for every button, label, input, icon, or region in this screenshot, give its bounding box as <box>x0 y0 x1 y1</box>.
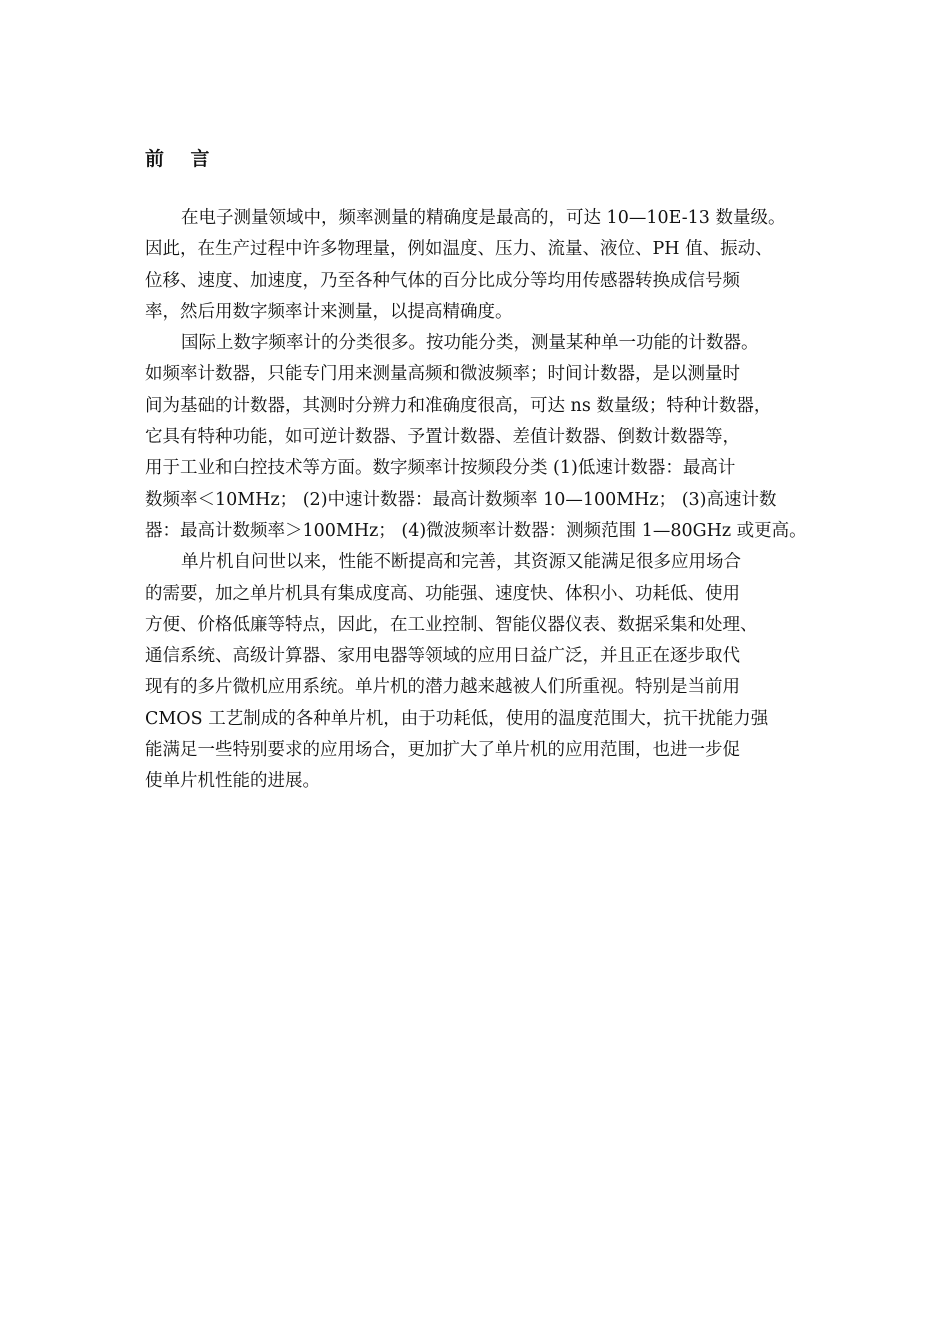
paragraph-line: 方便、价格低廉等特点，因此，在工业控制、智能仪器仪表、数据采集和处理、 <box>145 614 758 635</box>
paragraph-line: 使单片机性能的进展。 <box>145 771 320 792</box>
body-text <box>145 203 815 798</box>
paragraph-line: CMOS 工艺制成的各种单片机，由于功耗低，使用的温度范围大，抗干扰能力强 <box>145 708 769 729</box>
paragraph-line: 通信系统、高级计算器、家用电器等领域的应用日益广泛，并且正在逐步取代 <box>145 646 740 667</box>
paragraph-line: 在电子测量领域中，频率测量的精确度是最高的，可达 10—10E-13 数量级。 <box>181 208 786 228</box>
paragraph-line: 如频率计数器，只能专门用来测量高频和微波频率；时间计数器，是以测量时 <box>145 364 740 385</box>
paragraph-line: 间为基础的计数器，其测时分辨力和准确度很高，可达 ns 数量级；特种计数器， <box>145 395 772 416</box>
paragraph-3 <box>145 547 815 797</box>
paragraph-line: 数频率＜10MHz； (2)中速计数器：最高计数频率 10—100MHz； (3)高速计数 <box>145 489 777 510</box>
paragraph-1 <box>145 203 815 328</box>
paragraph-line: 用于工业和白控技术等方面。数字频率计按频段分类 (1)低速计数器：最高计 <box>145 458 736 479</box>
paragraph-line: 单片机自问世以来，性能不断提高和完善，其资源又能满足很多应用场合 <box>181 552 741 573</box>
paragraph-line: 因此，在生产过程中许多物理量，例如温度、压力、流量、液位、PH 值、振动、 <box>145 239 773 260</box>
paragraph-line: 能满足一些特别要求的应用场合，更加扩大了单片机的应用范围，也进一步促 <box>145 740 740 761</box>
paragraph-line: 它具有特种功能，如可逆计数器、予置计数器、差值计数器、倒数计数器等， <box>145 427 740 448</box>
paragraph-line: 现有的多片微机应用系统。单片机的潜力越来越被人们所重视。特别是当前用 <box>145 677 740 698</box>
paragraph-line: 的需要，加之单片机具有集成度高、功能强、速度快、体积小、功耗低、使用 <box>145 583 740 604</box>
paragraph-line: 器：最高计数频率＞100MHz； (4)微波频率计数器：测频范围 1—80GHz 或更高。 <box>145 520 807 541</box>
paragraph-line: 位移、速度、加速度，乃至各种气体的百分比成分等均用传感器转换成信号频 <box>145 270 740 291</box>
paragraph-line: 国际上数字频率计的分类很多。按功能分类，测量某种单一功能的计数器。 <box>181 333 759 354</box>
paragraph-line: 率，然后用数字频率计来测量，以提高精确度。 <box>145 301 513 322</box>
page-title: 前 言 <box>145 148 210 170</box>
paragraph-2 <box>145 328 815 547</box>
